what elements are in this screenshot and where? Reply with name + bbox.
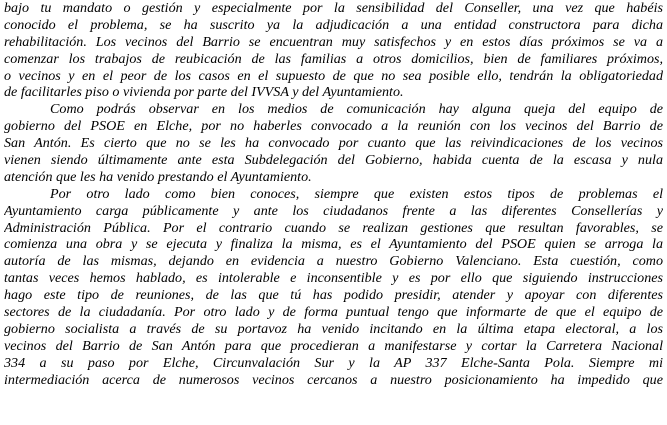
text-line xyxy=(4,118,663,135)
line-text: hago este tipo de reuniones, de las que tú has podido presidir, atender y apoyar con diferentes xyxy=(4,287,663,304)
line-text: sectores de la ciudadanía. Por otro lado y de forma puntual tengo que informarte de que el equipo de xyxy=(4,304,663,321)
line-text: rehabilitación. Los vecinos del Barrio se encuentran muy satisfechos y en estos días próximos se va a xyxy=(4,33,663,50)
text-line xyxy=(4,186,663,203)
text-line xyxy=(4,68,663,85)
document-page xyxy=(4,0,663,425)
text-line xyxy=(4,0,663,17)
text-line xyxy=(4,355,663,372)
text-line xyxy=(4,270,663,287)
line-text: gobierno socialista a través de su portavoz ha venido incitando en la última etapa electoral, a los xyxy=(4,320,663,337)
text-line xyxy=(4,236,663,253)
line-text: Por otro lado como bien conoces, siempre que existen estos tipos de problemas el xyxy=(50,185,663,202)
text-line xyxy=(4,84,663,101)
text-line xyxy=(4,152,663,169)
line-text: comienza una obra y se ejecuta y finaliza la misma, es el Ayuntamiento del PSOE quien se arroga la xyxy=(4,236,663,253)
paragraph xyxy=(4,101,663,185)
text-line xyxy=(4,51,663,68)
line-text: Como podrás observar en los medios de comunicación hay alguna queja del equipo de xyxy=(50,101,663,118)
line-text: autoría de las mismas, dejando en evidencia a nuestro Gobierno Valenciano. Esta cuestión, como xyxy=(4,253,663,270)
line-text: o vecinos y en el peor de los casos en el supuesto de que no sea posible ello, tendrán la obligatoriedad xyxy=(4,67,663,84)
text-line xyxy=(4,220,663,237)
paragraph xyxy=(4,186,663,389)
line-text: tantas veces hemos hablado, es intolerable e inconsentible y es por ello que siguiendo instrucciones xyxy=(4,270,663,287)
text-line xyxy=(4,372,663,389)
text-line xyxy=(4,321,663,338)
text-line xyxy=(4,135,663,152)
line-text: vienen siendo últimamente ante esta Subdelegación del Gobierno, habida cuenta de la escasa y nula xyxy=(4,152,663,169)
line-text: intermediación acerca de numerosos vecinos cercanos a nuestro posicionamiento ha impedido que xyxy=(4,371,663,388)
line-text: conocido el problema, se ha suscrito ya la adjudicación a una entidad constructora para dicha xyxy=(4,16,663,33)
document-body xyxy=(4,0,663,388)
text-line xyxy=(4,169,663,186)
line-text: atención que les ha venido prestando el Ayuntamiento. xyxy=(4,168,312,185)
text-line xyxy=(4,287,663,304)
line-text: comenzar los trabajos de reubicación de las familias a otros domicilios, bien de familiares próximos, xyxy=(4,50,663,67)
text-line xyxy=(4,304,663,321)
paragraph xyxy=(4,0,663,101)
text-line xyxy=(4,338,663,355)
text-line xyxy=(4,101,663,118)
line-text: gobierno del PSOE en Elche, por no haberles convocado a la reunión con los vecinos del Barrio de xyxy=(4,118,663,135)
line-text: de facilitarles piso o vivienda por parte del IVVSA y del Ayuntamiento. xyxy=(4,84,404,101)
text-line xyxy=(4,253,663,270)
line-text: Ayuntamiento carga públicamente y ante los ciudadanos frente a las diferentes Consellerías y xyxy=(4,202,663,219)
line-text: bajo tu mandato o gestión y especialmente por la sensibilidad del Conseller, una vez que habéis xyxy=(4,0,663,16)
line-text: vecinos del Barrio de San Antón para que procedieran a manifestarse y cortar la Carretera Nacional xyxy=(4,337,663,354)
line-text: Administración Pública. Por el contrario cuando se realizan gestiones que resultan favorables, se xyxy=(4,219,663,236)
text-line xyxy=(4,34,663,51)
line-text: 334 a su paso por Elche, Circunvalación Sur y la AP 337 Elche-Santa Pola. Siempre mi xyxy=(4,354,663,371)
line-text: San Antón. Es cierto que no se les ha convocado por cuanto que las reivindicaciones de los vecinos xyxy=(4,135,663,152)
text-line xyxy=(4,203,663,220)
text-line xyxy=(4,17,663,34)
